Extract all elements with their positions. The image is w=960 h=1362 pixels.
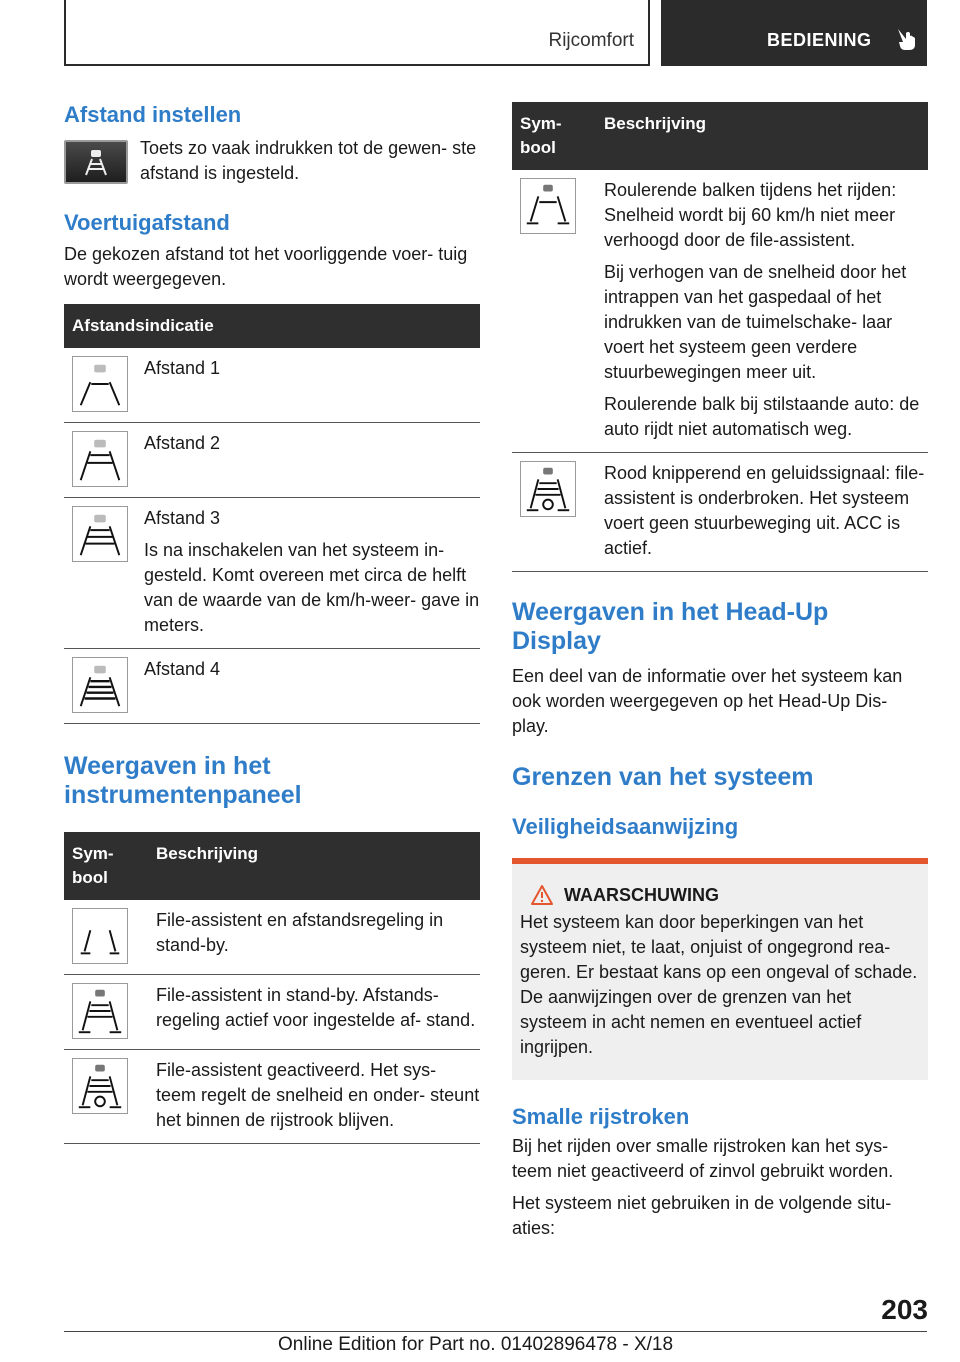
distance-symbol-icon [72,356,128,412]
lane-assist-symbol-icon [520,178,576,234]
col-description-header: Beschrijving [596,102,928,170]
left-column [64,102,480,1144]
distance-label: Afstand 1 [144,358,221,378]
header-section-box [64,0,650,66]
warning-box [512,858,928,1080]
col-symbol-header: Sym- bool [64,832,148,900]
distance-table-header: Afstandsindicatie [64,304,480,348]
heading-voertuigafstand: Voertuigafstand [64,210,230,235]
heading-head-up-display: Weergaven in het Head-Up Display [512,598,829,655]
table-row [512,453,928,572]
status-description: Roulerende balken tijdens het rijden: Snelheid wordt bij 60 km/h niet meer verhoogd door de file-assistent. [604,180,897,250]
distance-symbol-icon [72,506,128,562]
distance-label: Afstand 4 [144,659,221,679]
table-row [64,900,480,975]
distance-symbol-icon [72,657,128,713]
heading-instrumentenpaneel: Weergaven in het instrumentenpaneel [64,752,302,809]
table-row [64,498,480,649]
footer-edition: Online Edition for Part no. 01402896478 - X/18 [278,1334,674,1355]
header-chapter-title: BEDIENING [767,30,872,50]
status-description: Bij verhogen van de snelheid door het intrappen van het gaspedaal of het indrukken van de tuimelschake- laar voert het systeem geen verdere stuurbewegingen meer uit. [604,262,907,382]
header-chapter-box [661,0,927,66]
table-row [64,348,480,423]
table-row [64,423,480,498]
pointing-hand-icon [895,26,917,52]
table-row [512,170,928,453]
instrument-description: File-assistent in stand-by. Afstands- regeling actief voor ingestelde af- stand. [156,985,476,1030]
warning-text: Het systeem kan door beperkingen van het systeem niet, te laat, onjuist of ongegrond rea- geren. Er bestaat kans op een ongeval of schade. De aanwijzingen over de grenzen van het systeem in acht nemen en eventueel actief ingrijpen. [520,912,918,1057]
afstand-text: Toets zo vaak indrukken tot de gewen- ste afstand is ingesteld. [140,138,477,183]
right-column [512,102,928,1241]
hud-text: Een deel van de informatie over het systeem kan ook worden weergegeven op het Head-Up Dis- play. [512,666,903,736]
table-row [64,975,480,1050]
table-row [64,649,480,724]
distance-label: Afstand 3 [144,508,221,528]
table-row [64,1050,480,1144]
status-description: Rood knipperend en geluidssignaal: file-assistent is onderbroken. Het systeem voert geen stuurbeweging uit. ACC is actief. [604,463,925,558]
distance-description: Is na inschakelen van het systeem in- gesteld. Komt overeen met circa de helft van de waarde van de km/h-weer- gave in meters. [144,540,480,635]
lane-assist-symbol-icon [72,908,128,964]
distance-table [64,304,480,724]
distance-symbol-icon [72,431,128,487]
instrument-description: File-assistent en afstandsregeling in stand-by. [156,910,444,955]
page-number: 203 [881,1294,928,1325]
lane-assist-symbol-icon [520,461,576,517]
warning-title: WAARSCHUWING [564,884,719,905]
header-section-title: Rijcomfort [548,30,634,51]
heading-veiligheidsaanwijzing: Veiligheidsaanwijzing [512,814,739,839]
footer-divider [64,1331,927,1332]
warning-triangle-icon [530,884,554,906]
instrument-description: File-assistent geactiveerd. Het sys- teem regelt de snelheid en onder- steunt het binnen de rijstrook blijven. [156,1060,480,1130]
distance-label: Afstand 2 [144,433,221,453]
smalle-text-2: Het systeem niet gebruiken in de volgende situ- aties: [512,1193,892,1238]
lane-assist-symbol-icon [72,983,128,1039]
heading-smalle-rijstroken: Smalle rijstroken [512,1104,690,1129]
smalle-text-1: Bij het rijden over smalle rijstroken kan het sys- teem niet geactiveerd of zinvol gebruikt worden. [512,1136,894,1181]
status-description: Roulerende balk bij stilstaande auto: de auto rijdt niet automatisch weg. [604,394,920,439]
status-table [512,102,928,572]
distance-button-icon [64,140,128,184]
lane-assist-symbol-icon [72,1058,128,1114]
warning-title-row [530,884,920,906]
heading-afstand-instellen: Afstand instellen [64,102,242,127]
col-symbol-header: Sym- bool [512,102,596,170]
afstand-instruction [64,136,480,186]
col-description-header: Beschrijving [148,832,480,900]
heading-grenzen: Grenzen van het systeem [512,763,814,791]
instrument-table [64,832,480,1144]
voertuig-text: De gekozen afstand tot het voorliggende voer- tuig wordt weergegeven. [64,244,468,289]
